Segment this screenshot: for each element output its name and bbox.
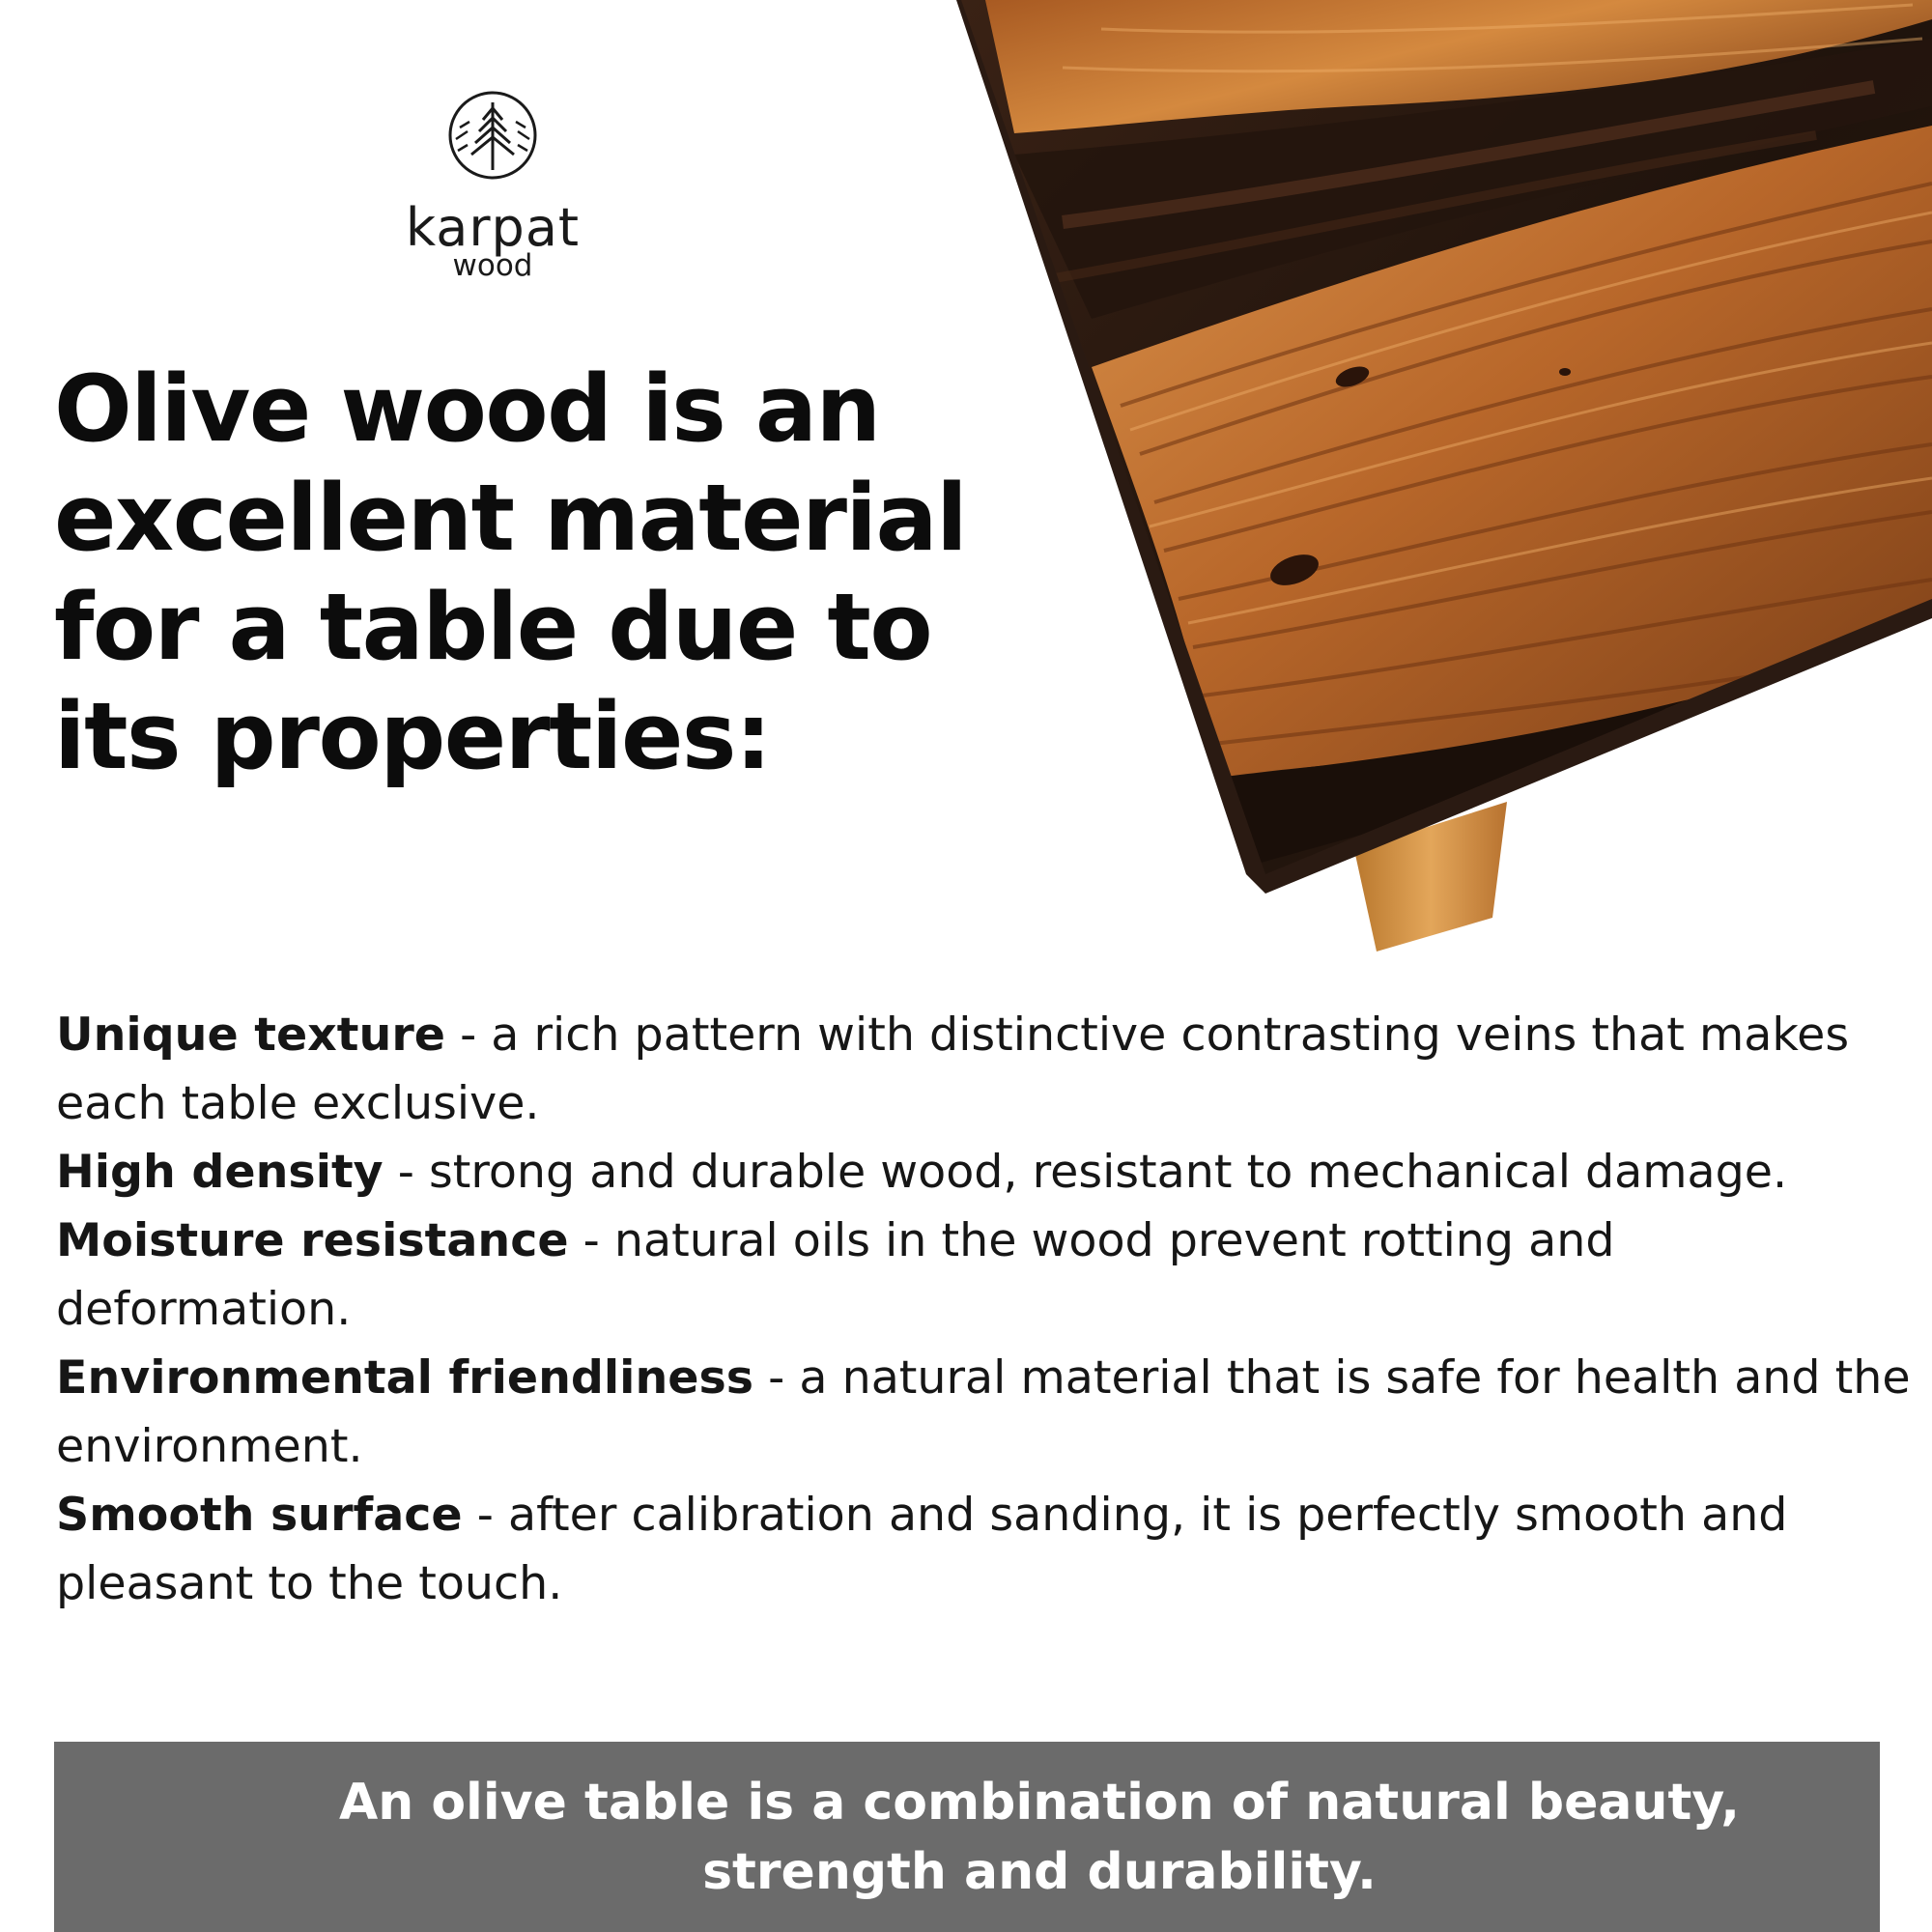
property-name: High density (56, 1146, 384, 1199)
brand-name: karpat (405, 197, 581, 258)
conclusion-banner (54, 1742, 1880, 1932)
brand-logo (386, 89, 599, 283)
headline-line: Olive wood is an (54, 356, 880, 463)
headline (54, 355, 1117, 792)
property-item (56, 1481, 1911, 1618)
property-item (56, 1344, 1911, 1481)
pine-tree-circle-icon (446, 89, 539, 182)
property-description: - a natural material that is safe for health and the environment. (56, 1351, 1911, 1473)
banner-line: An olive table is a combination of natural beauty, (338, 1774, 1741, 1832)
banner-line: strength and durability. (702, 1843, 1377, 1901)
brand-subtitle: wood (452, 248, 533, 283)
property-name: Environmental friendliness (56, 1351, 754, 1405)
properties-list (56, 1001, 1911, 1618)
property-description: - a rich pattern with distinctive contrasting veins that makes each table exclusive. (56, 1009, 1850, 1130)
headline-line: excellent material (54, 466, 967, 572)
property-name: Smooth surface (56, 1489, 463, 1542)
property-item (56, 1207, 1911, 1344)
property-item (56, 1138, 1911, 1207)
property-name: Unique texture (56, 1009, 445, 1062)
property-name: Moisture resistance (56, 1214, 569, 1267)
property-description: - natural oils in the wood prevent rotting and deformation. (56, 1214, 1615, 1336)
headline-line: its properties: (54, 684, 771, 790)
headline-line: for a table due to (54, 575, 932, 681)
property-description: - strong and durable wood, resistant to mechanical damage. (383, 1146, 1788, 1199)
property-description: - after calibration and sanding, it is perfectly smooth and pleasant to the touch. (56, 1489, 1788, 1610)
property-item (56, 1001, 1911, 1138)
